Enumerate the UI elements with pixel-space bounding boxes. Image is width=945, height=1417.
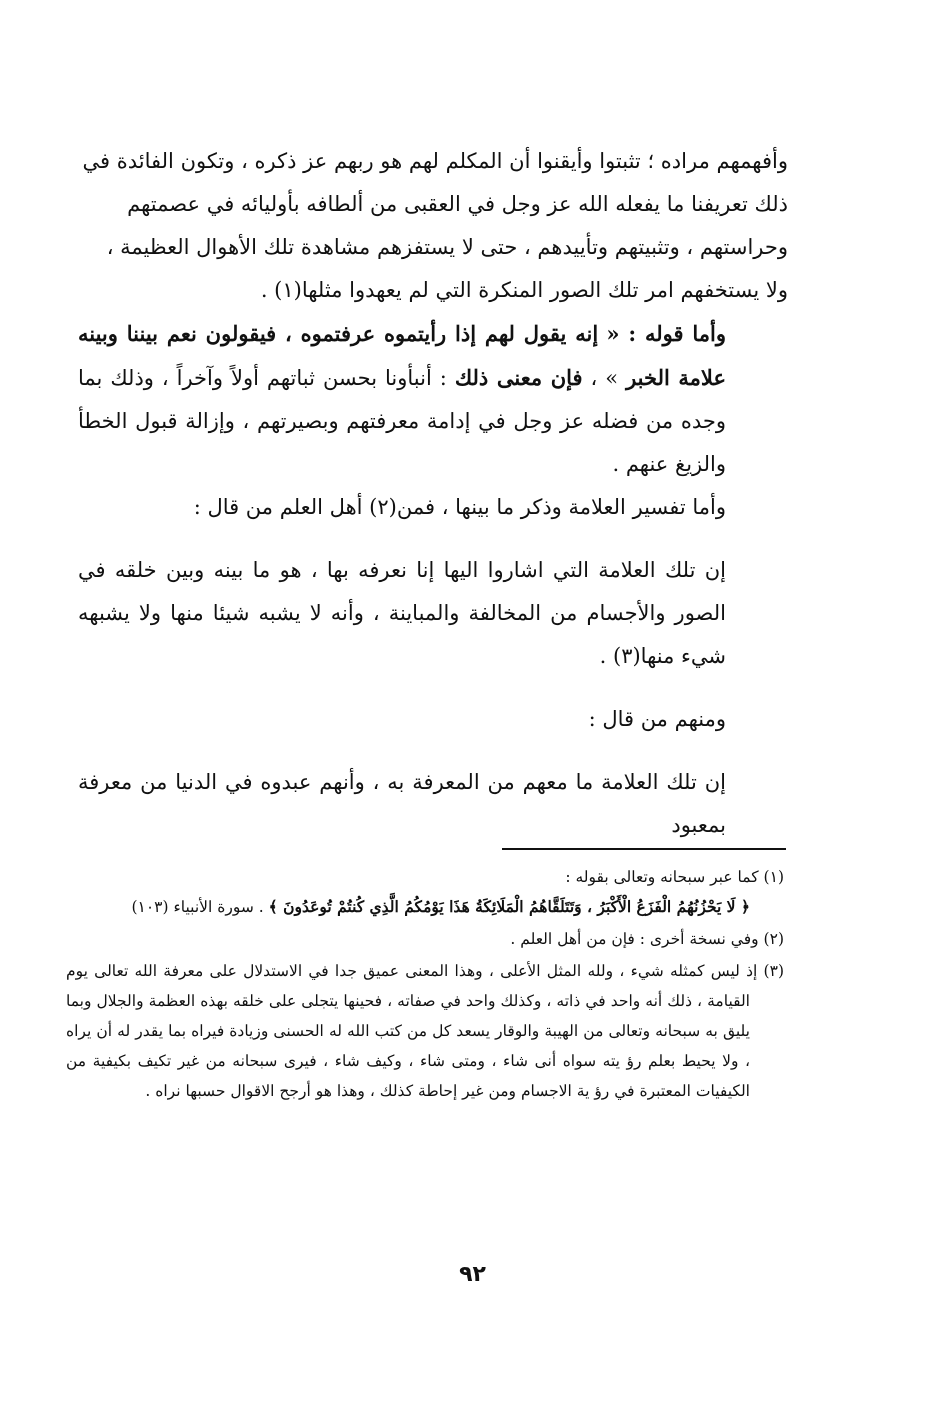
footnote-1: [66, 862, 784, 922]
footnote-2-label: (٢): [763, 930, 784, 948]
main-text: [78, 140, 788, 847]
paragraph-2: [78, 312, 788, 486]
paragraph-2-rest: : أنبأونا بحسن ثباتهم أولاً وآخراً ، وذلك بما وجده من فضله عز وجل في إدامة معرفتهم وبصيرتهم ، وإزالة قبول الخطأ والزيغ عنهم .: [78, 366, 726, 476]
paragraph-2-close: » ،: [590, 366, 619, 390]
paragraph-3: وأما تفسير العلامة وذكر ما بينها ، فمن(٢) أهل العلم من قال :: [193, 495, 726, 519]
footnote-2-text: وفي نسخة أخرى : فإن من أهل العلم .: [510, 930, 759, 948]
paragraph-2-intro: وأما قوله : «: [606, 321, 726, 346]
footnote-1-reference: . سورة الأنبياء (١٠٣): [131, 898, 264, 916]
footnote-3: [66, 956, 784, 1106]
paragraph-2-quote: إنه يقول لهم إذا رأيتموه عرفتموه ، فيقولون نعم بيننا وبينه علامة الخبر: [78, 321, 726, 390]
footnote-2: [66, 924, 784, 954]
footnote-1-verse: ﴿ لَا يَحْزُنُهُمُ الْفَزَعُ الْأَكْبَرُ ، وَتَتَلَقَّاهُمُ الْمَلَائِكَةُ هَذَا يَوْمُكُمُ الَّذِي كُنتُمْ تُوعَدُونَ ﴾: [268, 897, 750, 916]
page-number: ٩٢: [459, 1262, 486, 1287]
footnote-3-label: (٣): [763, 962, 784, 980]
paragraph-1: وأفهمهم مراده ؛ تثبتوا وأيقنوا أن المكلم لهم هو ربهم عز ذكره ، وتكون الفائدة في ذلك تعريفنا ما يفعله الله عز وجل في العقبى من ألطافه بأوليائه في عصمتهم وحراستهم ، وتثبيتهم وتأييدهم ، حتى لا يستفزهم مشاهدة تلك الأهوال العظيمة ، ولا يستخفهم امر تلك الصور المنكرة التي لم يعهدوا مثلها(١) .: [82, 149, 788, 302]
footnotes: [66, 862, 784, 1108]
footnote-1-label: (١): [763, 868, 784, 886]
paragraph-5: ومنهم من قال :: [588, 707, 726, 731]
paragraph-6: إن تلك العلامة ما معهم من المعرفة به ، وأنهم عبدوه في الدنيا من معرفة بمعبود: [78, 770, 726, 837]
footnote-separator: [502, 848, 786, 850]
paragraph-4: إن تلك العلامة التي اشاروا اليها إنا نعرفه بها ، هو ما بينه وبين خلقه في الصور والأجسام من المخالفة والمباينة ، وأنه لا يشبه شيئا منها ولا يشبهه شيء منها(٣) .: [78, 558, 726, 668]
footnote-3-text: إذ ليس كمثله شيء ، ولله المثل الأعلى ، وهذا المعنى عميق جدا في الاستدلال على معرفة الله تعالى يوم القيامة ، ذلك أنه واحد في ذاته ، وكذلك واحد في صفاته ، فحينها يتجلى على خلقه بهذه العظمة والجلال وبما يليق به سبحانه وتعالى من الهيبة والوقار يسعد كل من كتب الله له الحسنى وزيادة فيراه بما يقدر له أن يراه ، ولا يحيط بعلم رؤ يته سواه أنى شاء ، ومتى شاء ، وكيف شاء ، فيرى سبحانه من غير تكيف بكيفية من الكيفيات المعتبرة في رؤ ية الاجسام ومن غير إحاطة كذلك ، وهذا هو أرجح الاقوال حسبها نراه .: [66, 962, 758, 1100]
paragraph-2-bold: فإن معنى ذلك: [454, 365, 583, 390]
footnote-1-text: كما عبر سبحانه وتعالى بقوله :: [565, 868, 759, 886]
